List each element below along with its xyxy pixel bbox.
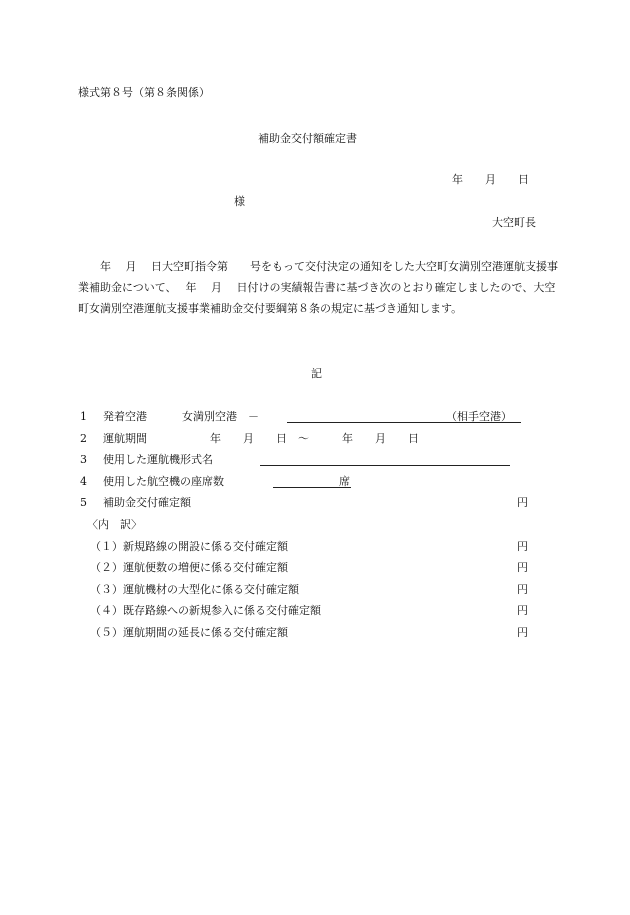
item5-label: 補助金交付確定額 xyxy=(103,496,191,509)
item1-label: 発着空港 xyxy=(103,410,147,423)
document-title: 補助金交付額確定書 xyxy=(258,132,357,145)
breakdown-item-3-yen: 円 xyxy=(517,583,528,596)
breakdown-item-3: （３）運航機材の大型化に係る交付確定額 xyxy=(90,583,299,596)
item4-number: 4 xyxy=(80,475,87,488)
item5-yen: 円 xyxy=(517,496,528,509)
breakdown-item-5-yen: 円 xyxy=(517,626,528,639)
breakdown-heading: 〈内 訳〉 xyxy=(87,518,142,531)
item1-suffix: （相手空港） xyxy=(446,410,512,423)
ki-heading: 記 xyxy=(311,367,322,380)
item3-fill-line xyxy=(260,465,510,466)
issuer-name: 大空町長 xyxy=(492,216,536,229)
date-line: 年 月 日 xyxy=(452,173,529,186)
item1-fill-line xyxy=(287,422,521,423)
breakdown-item-1: （１）新規路線の開設に係る交付確定額 xyxy=(90,540,288,553)
item5-number: 5 xyxy=(80,496,87,509)
recipient-suffix: 様 xyxy=(234,195,245,208)
item3-number: 3 xyxy=(80,453,87,466)
form-number-label: 様式第８号（第８条関係） xyxy=(78,86,210,99)
item4-unit: 席 xyxy=(339,475,350,488)
breakdown-item-5: （５）運航期間の延長に係る交付確定額 xyxy=(90,626,288,639)
item1-number: 1 xyxy=(80,410,87,423)
item2-period: 年 月 日 ～ 年 月 日 xyxy=(210,432,419,445)
item2-label: 運航期間 xyxy=(103,432,147,445)
body-paragraph: 年 月 日大空町指令第 号をもって交付決定の通知をした大空町女満別空港運航支援事業補助金について、 年 月 日付けの実績報告書に基づき次のとおり確定しましたので、大空町女満別空港運航支援事業補助金交付要綱第８条の規定に基づき通知します。 xyxy=(78,260,558,315)
breakdown-item-2: （２）運航便数の増便に係る交付確定額 xyxy=(90,561,288,574)
item3-label: 使用した運航機形式名 xyxy=(103,453,213,466)
breakdown-item-4: （４）既存路線への新規参入に係る交付確定額 xyxy=(90,604,321,617)
breakdown-item-2-yen: 円 xyxy=(517,561,528,574)
breakdown-item-1-yen: 円 xyxy=(517,540,528,553)
item4-label: 使用した航空機の座席数 xyxy=(103,475,224,488)
item2-number: 2 xyxy=(80,432,87,445)
item1-value: 女満別空港 － xyxy=(182,410,259,423)
item4-fill-line xyxy=(273,487,351,488)
breakdown-item-4-yen: 円 xyxy=(517,604,528,617)
